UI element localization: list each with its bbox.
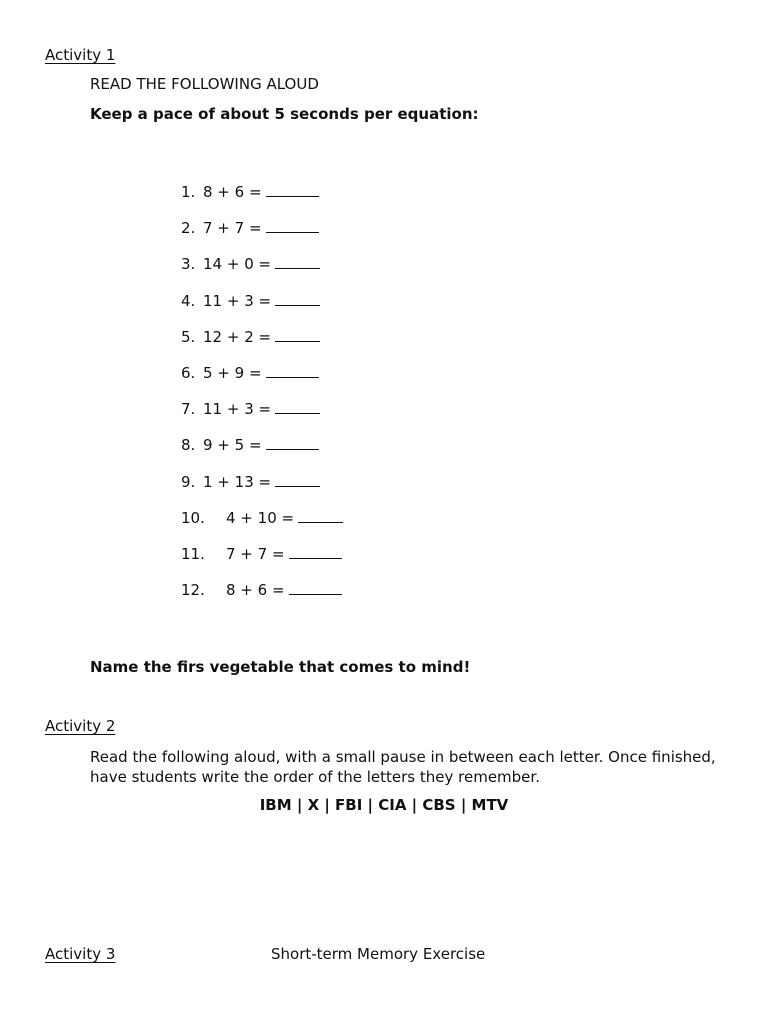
answer-blank[interactable]	[266, 220, 319, 233]
equation-expression: 11 + 3 =	[203, 400, 272, 419]
answer-blank[interactable]	[275, 329, 320, 342]
answer-blank[interactable]	[275, 474, 320, 487]
equation-item	[181, 292, 320, 310]
answer-blank[interactable]	[298, 510, 343, 523]
equation-item	[181, 183, 319, 201]
equation-number: 6.	[181, 364, 196, 382]
letter-sequence: IBM | X | FBI | CIA | CBS | MTV	[259, 796, 509, 814]
equation-number: 2.	[181, 219, 196, 238]
activity-3-heading: Activity 3	[45, 945, 116, 963]
equation-expression: 5 + 9 =	[203, 364, 262, 382]
equation-expression: 7 + 7 =	[226, 545, 285, 563]
equation-number: 10.	[181, 508, 205, 527]
equation-item	[181, 545, 342, 563]
equation-expression: 8 + 6 =	[226, 581, 285, 600]
answer-blank[interactable]	[266, 437, 319, 450]
equation-number: 4.	[181, 291, 196, 310]
activity-3-title: Short-term Memory Exercise	[271, 945, 486, 963]
equation-item	[181, 509, 343, 527]
equation-item	[181, 581, 342, 599]
answer-blank[interactable]	[275, 293, 320, 306]
equation-item	[181, 328, 320, 346]
equation-expression: 11 + 3 =	[203, 291, 272, 310]
equation-number: 12.	[181, 581, 205, 600]
activity-2-instructions: Read the following aloud, with a small pause in between each letter. Once finished, have students write the order of the letters they remember.	[90, 748, 716, 786]
activity-1-instruction-pace: Keep a pace of about 5 seconds per equation:	[90, 105, 479, 123]
equation-number: 9.	[181, 472, 196, 491]
equation-number: 5.	[181, 327, 196, 346]
equation-item	[181, 255, 320, 273]
equation-number: 11.	[181, 545, 205, 563]
equation-number: 1.	[181, 183, 196, 201]
equation-item	[181, 473, 320, 491]
activity-1-heading: Activity 1	[45, 46, 116, 64]
answer-blank[interactable]	[275, 401, 320, 414]
activity-2-heading: Activity 2	[45, 717, 116, 735]
equation-item	[181, 400, 320, 418]
answer-blank[interactable]	[289, 546, 342, 559]
equation-item	[181, 364, 319, 382]
equation-item	[181, 436, 319, 454]
equation-expression: 12 + 2 =	[203, 327, 272, 346]
equation-number: 3.	[181, 255, 196, 274]
answer-blank[interactable]	[275, 256, 320, 269]
equation-expression: 4 + 10 =	[226, 508, 295, 527]
equation-expression: 9 + 5 =	[203, 436, 262, 455]
equation-number: 8.	[181, 436, 196, 455]
answer-blank[interactable]	[266, 184, 319, 197]
answer-blank[interactable]	[266, 365, 319, 378]
activity-1-instruction-read-aloud: READ THE FOLLOWING ALOUD	[90, 75, 319, 93]
equation-expression: 8 + 6 =	[203, 183, 262, 201]
equation-expression: 1 + 13 =	[203, 472, 272, 491]
equation-item	[181, 219, 319, 237]
equation-number: 7.	[181, 400, 196, 419]
vegetable-prompt: Name the firs vegetable that comes to mind!	[90, 658, 471, 676]
equation-expression: 14 + 0 =	[203, 255, 272, 274]
equation-expression: 7 + 7 =	[203, 219, 262, 238]
answer-blank[interactable]	[289, 582, 342, 595]
